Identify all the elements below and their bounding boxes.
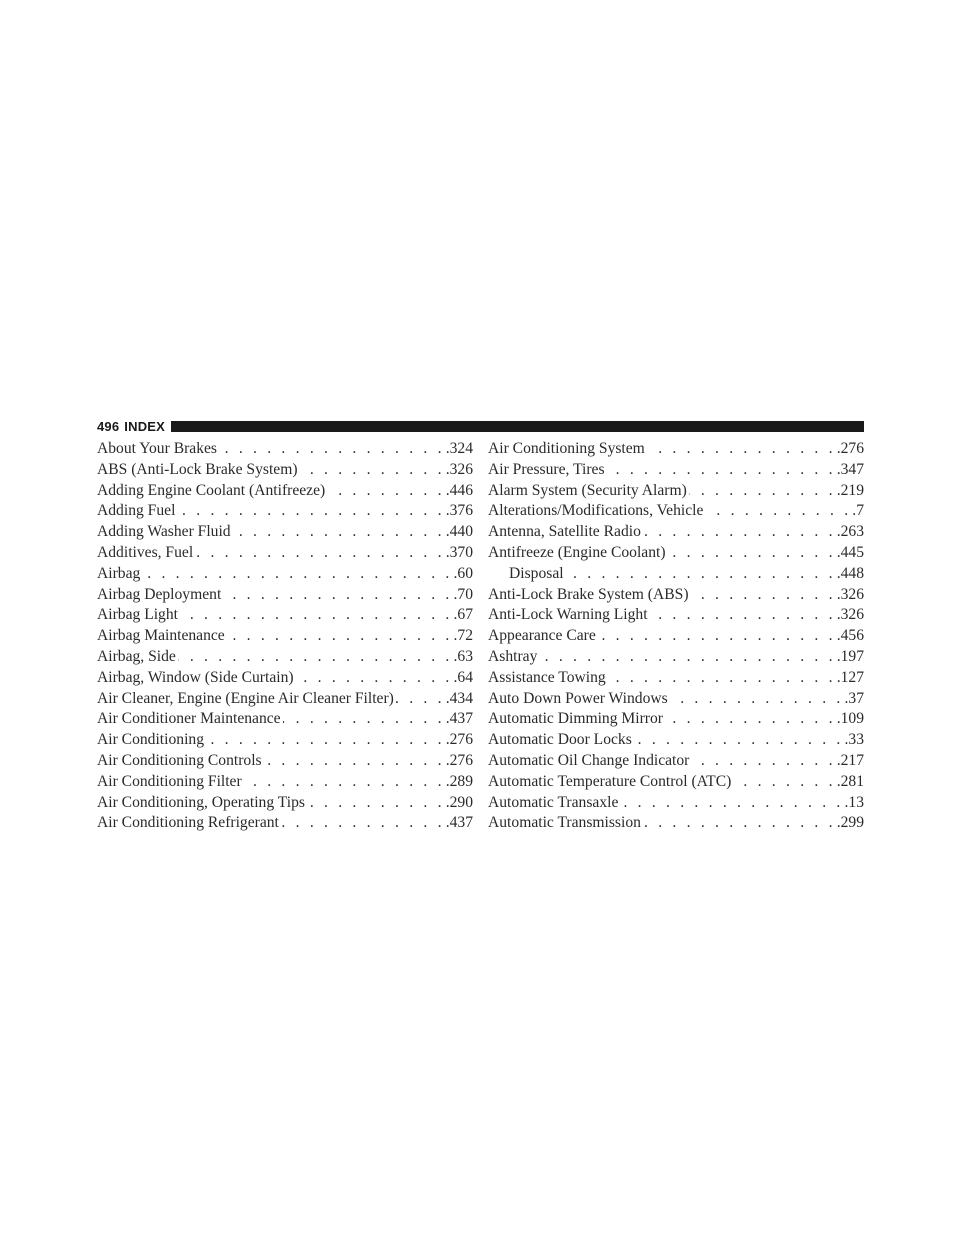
index-entry bbox=[97, 813, 473, 834]
index-entry bbox=[488, 647, 864, 668]
entry-page-number: .276 bbox=[445, 751, 473, 769]
entry-term: Air Pressure, Tires bbox=[488, 460, 605, 478]
index-entry bbox=[97, 501, 473, 522]
index-entry bbox=[97, 439, 473, 460]
entry-term: Assistance Towing bbox=[488, 668, 606, 686]
entry-page-number: .276 bbox=[836, 440, 864, 457]
index-entry bbox=[97, 668, 473, 689]
index-entry bbox=[488, 501, 864, 522]
entry-page-number: .290 bbox=[445, 793, 473, 811]
index-columns bbox=[97, 439, 864, 834]
entry-term: Anti-Lock Brake System (ABS) bbox=[488, 585, 689, 603]
entry-term: Automatic Transmission bbox=[488, 814, 641, 832]
entry-page-number: .289 bbox=[445, 772, 473, 790]
entry-term: Air Conditioning System bbox=[488, 440, 645, 457]
entry-term: Automatic Temperature Control (ATC) bbox=[488, 772, 732, 790]
entry-term: Alterations/Modifications, Vehicle bbox=[488, 502, 704, 520]
index-entry bbox=[488, 522, 864, 543]
entry-term: Air Conditioner Maintenance bbox=[97, 710, 281, 728]
entry-term: Airbag, Window (Side Curtain) bbox=[97, 668, 294, 686]
dot-leader bbox=[689, 481, 836, 502]
dot-leader bbox=[670, 689, 844, 710]
entry-term: Air Conditioning Filter bbox=[97, 772, 242, 790]
index-entry bbox=[488, 626, 864, 647]
index-entry bbox=[97, 543, 473, 564]
dot-leader bbox=[620, 793, 843, 814]
dot-leader bbox=[264, 751, 445, 772]
index-entry bbox=[488, 543, 864, 564]
entry-page-number: .217 bbox=[836, 751, 864, 769]
dot-leader bbox=[283, 709, 445, 730]
index-entry bbox=[97, 751, 473, 772]
entry-page-number: .448 bbox=[836, 564, 864, 582]
index-entry bbox=[488, 481, 864, 502]
dot-leader bbox=[608, 668, 836, 689]
section-title: INDEX bbox=[124, 418, 166, 434]
index-entry bbox=[97, 689, 473, 710]
index-entry bbox=[488, 813, 864, 834]
dot-leader bbox=[300, 460, 445, 481]
dot-leader bbox=[733, 772, 835, 793]
dot-leader bbox=[668, 543, 836, 564]
entry-page-number: .197 bbox=[836, 647, 864, 665]
index-entry bbox=[488, 772, 864, 793]
dot-leader bbox=[634, 730, 844, 751]
entry-term: Alarm System (Security Alarm) bbox=[488, 481, 687, 499]
entry-term: Automatic Oil Change Indicator bbox=[488, 751, 690, 769]
entry-page-number: .445 bbox=[836, 543, 864, 561]
index-entry bbox=[97, 647, 473, 668]
entry-page-number: .67 bbox=[453, 606, 473, 624]
entry-page-number: .13 bbox=[844, 793, 864, 811]
index-entry bbox=[488, 668, 864, 689]
entry-page-number: .37 bbox=[844, 689, 864, 707]
dot-leader bbox=[223, 585, 452, 606]
entry-page-number: .263 bbox=[836, 523, 864, 541]
dot-leader bbox=[643, 813, 836, 834]
dot-leader bbox=[227, 626, 453, 647]
index-entry bbox=[97, 626, 473, 647]
entry-page-number: .326 bbox=[836, 606, 864, 624]
index-entry bbox=[97, 522, 473, 543]
index-entry bbox=[488, 460, 864, 481]
entry-term: About Your Brakes bbox=[97, 440, 217, 457]
index-entry bbox=[488, 793, 864, 814]
entry-page-number: .33 bbox=[844, 731, 864, 749]
entry-term: Air Cleaner, Engine (Engine Air Cleaner Filter) bbox=[97, 689, 394, 707]
entry-page-number: .370 bbox=[445, 543, 473, 561]
dot-leader bbox=[598, 626, 836, 647]
entry-term: Air Conditioning Controls bbox=[97, 751, 262, 769]
dot-leader bbox=[195, 543, 445, 564]
entry-page-number: .60 bbox=[453, 564, 473, 582]
dot-leader bbox=[650, 605, 836, 626]
dot-leader bbox=[691, 751, 835, 772]
dot-leader bbox=[142, 564, 452, 585]
entry-term: Airbag, Side bbox=[97, 647, 176, 665]
dot-leader bbox=[396, 689, 445, 710]
dot-leader bbox=[643, 522, 836, 543]
entry-page-number: .7 bbox=[852, 502, 864, 520]
entry-term: Auto Down Power Windows bbox=[488, 689, 668, 707]
dot-leader bbox=[180, 605, 453, 626]
index-entry bbox=[488, 605, 864, 626]
dot-leader bbox=[705, 501, 851, 522]
dot-leader bbox=[206, 730, 445, 751]
entry-term: Automatic Transaxle bbox=[488, 793, 619, 811]
dot-leader bbox=[233, 522, 445, 543]
entry-term: Automatic Dimming Mirror bbox=[488, 710, 663, 728]
header-rule bbox=[171, 421, 864, 432]
entry-page-number: .276 bbox=[445, 731, 473, 749]
index-entry bbox=[488, 689, 864, 710]
entry-term: Anti-Lock Warning Light bbox=[488, 606, 648, 624]
index-entry bbox=[97, 481, 473, 502]
entry-page-number: .437 bbox=[445, 710, 473, 728]
dot-leader bbox=[281, 813, 445, 834]
entry-term: Adding Fuel bbox=[97, 502, 176, 520]
entry-page-number: .326 bbox=[445, 460, 473, 478]
dot-leader bbox=[244, 772, 445, 793]
entry-page-number: .324 bbox=[445, 440, 473, 457]
dot-leader bbox=[539, 647, 835, 668]
index-entry bbox=[488, 585, 864, 606]
index-entry bbox=[97, 730, 473, 751]
entry-term: Airbag bbox=[97, 564, 141, 582]
entry-term: Airbag Maintenance bbox=[97, 627, 225, 645]
entry-term: Adding Engine Coolant (Antifreeze) bbox=[97, 481, 326, 499]
index-entry bbox=[488, 709, 864, 730]
index-entry bbox=[97, 793, 473, 814]
entry-page-number: .63 bbox=[453, 647, 473, 665]
dot-leader bbox=[566, 564, 836, 585]
entry-page-number: .326 bbox=[836, 585, 864, 603]
entry-page-number: .376 bbox=[445, 502, 473, 520]
entry-page-number: .299 bbox=[836, 814, 864, 832]
entry-term: Air Conditioning Refrigerant bbox=[97, 814, 279, 832]
header-label bbox=[97, 419, 165, 434]
index-entry bbox=[488, 439, 864, 460]
index-subentry bbox=[488, 564, 864, 585]
dot-leader bbox=[219, 439, 445, 460]
index-entry bbox=[488, 751, 864, 772]
dot-leader bbox=[327, 481, 444, 502]
entry-page-number: .437 bbox=[445, 814, 473, 832]
index-column-left bbox=[97, 439, 473, 834]
entry-page-number: .72 bbox=[453, 627, 473, 645]
entry-page-number: .109 bbox=[836, 710, 864, 728]
entry-term: Airbag Light bbox=[97, 606, 178, 624]
dot-leader bbox=[607, 460, 836, 481]
entry-term: Adding Washer Fluid bbox=[97, 523, 231, 541]
entry-term: Additives, Fuel bbox=[97, 543, 194, 561]
page-header bbox=[97, 417, 864, 435]
page-number: 496 bbox=[97, 418, 120, 434]
entry-page-number: .434 bbox=[445, 689, 473, 707]
entry-term: Airbag Deployment bbox=[97, 585, 222, 603]
entry-term: Disposal bbox=[509, 564, 564, 582]
entry-page-number: .281 bbox=[836, 772, 864, 790]
entry-page-number: .347 bbox=[836, 460, 864, 478]
dot-leader bbox=[178, 647, 453, 668]
entry-page-number: .70 bbox=[453, 585, 473, 603]
dot-leader bbox=[647, 439, 836, 460]
entry-page-number: .446 bbox=[445, 481, 473, 499]
dot-leader bbox=[177, 501, 444, 522]
index-entry bbox=[488, 730, 864, 751]
index-column-right bbox=[488, 439, 864, 834]
entry-page-number: .64 bbox=[453, 668, 473, 686]
entry-term: Appearance Care bbox=[488, 627, 596, 645]
index-entry bbox=[97, 772, 473, 793]
dot-leader bbox=[307, 793, 445, 814]
index-entry bbox=[97, 564, 473, 585]
entry-term: Ashtray bbox=[488, 647, 538, 665]
entry-term: Antenna, Satellite Radio bbox=[488, 523, 641, 541]
index-entry bbox=[97, 460, 473, 481]
entry-page-number: .456 bbox=[836, 627, 864, 645]
dot-leader bbox=[296, 668, 453, 689]
entry-term: Automatic Door Locks bbox=[488, 731, 632, 749]
entry-page-number: .127 bbox=[836, 668, 864, 686]
dot-leader bbox=[691, 585, 836, 606]
entry-page-number: .440 bbox=[445, 523, 473, 541]
entry-term: ABS (Anti-Lock Brake System) bbox=[97, 460, 298, 478]
entry-term: Air Conditioning bbox=[97, 731, 204, 749]
index-entry bbox=[97, 605, 473, 626]
entry-term: Antifreeze (Engine Coolant) bbox=[488, 543, 666, 561]
index-entry bbox=[97, 709, 473, 730]
entry-term: Air Conditioning, Operating Tips bbox=[97, 793, 305, 811]
entry-page-number: .219 bbox=[836, 481, 864, 499]
index-entry bbox=[97, 585, 473, 606]
dot-leader bbox=[665, 709, 836, 730]
